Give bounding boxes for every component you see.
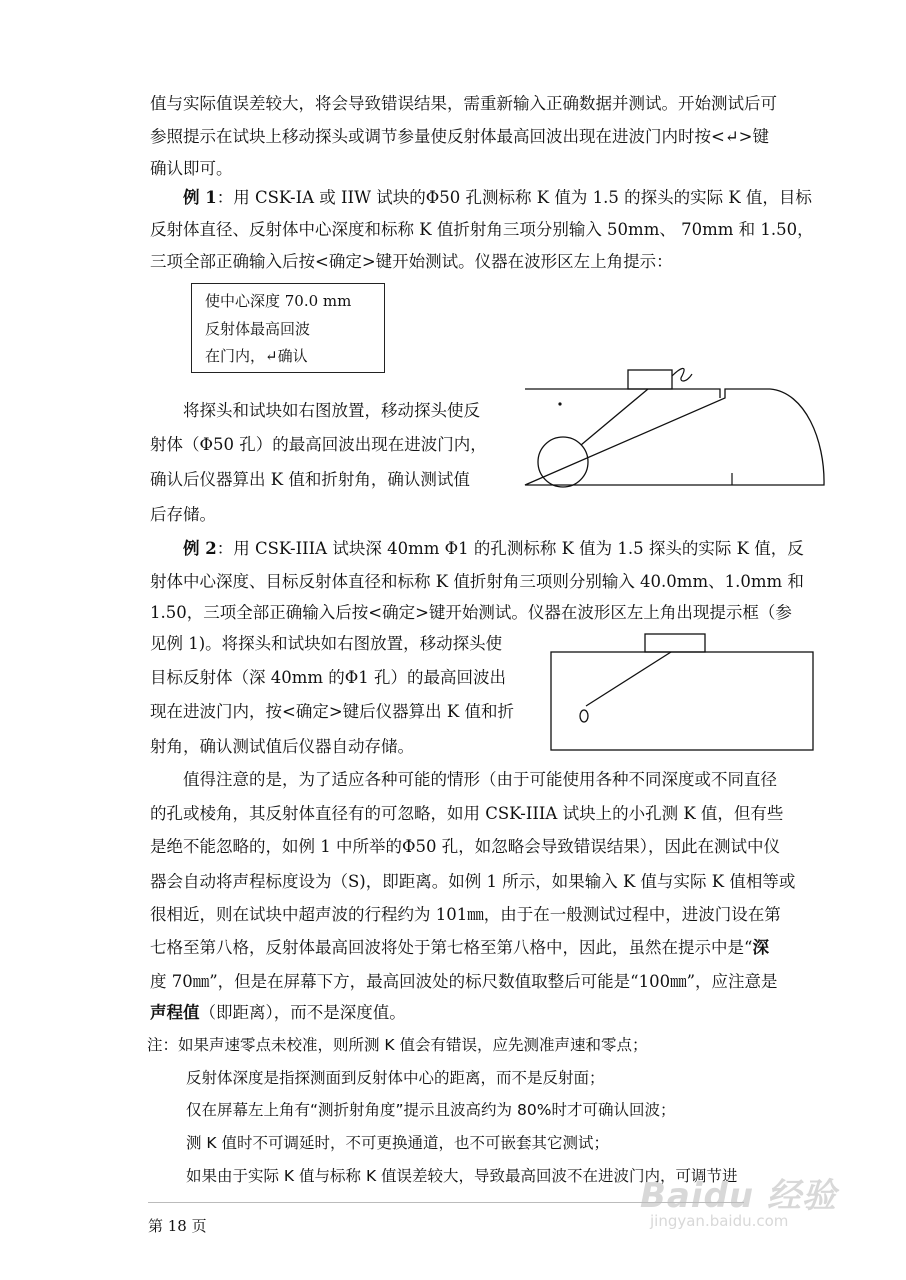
text-line: 确认即可。 xyxy=(150,159,233,178)
text-line xyxy=(150,940,769,957)
footer-divider xyxy=(148,1202,744,1203)
prompt-line: 在门内，↵确认 xyxy=(205,347,308,365)
text-line: 将探头和试块如右图放置，移动探头使反 xyxy=(183,401,480,420)
note-line: 如果由于实际 K 值与标称 K 值误差较大，导致最高回波不在进波门内，可调节进 xyxy=(186,1167,738,1185)
example-1-label: 例 1 xyxy=(183,188,217,207)
note-line: 仅在屏幕左上角有“测折射角度”提示且波高约为 80%时才可确认回波； xyxy=(186,1101,676,1119)
text-segment: （即距离），而不是深度值。 xyxy=(199,1003,406,1022)
text-line: 现在进波门内，按<确定>键后仪器算出 K 值和折 xyxy=(150,702,514,721)
csk-iiia-block-diagram xyxy=(545,630,820,755)
text-line: 值与实际值误差较大，将会导致错误结果，需重新输入正确数据并测试。开始测试后可 xyxy=(150,94,777,113)
text-emphasis: 声程值 xyxy=(150,1003,200,1022)
example-2-line xyxy=(183,541,804,558)
note-line: 反射体深度是指探测面到反射体中心的距离，而不是反射面； xyxy=(186,1069,605,1087)
page-number: 第 18 页 xyxy=(148,1217,207,1235)
prompt-line: 使中心深度 70.0 mm xyxy=(205,292,352,310)
text-line: 度 70㎜”，但是在屏幕下方，最高回波处的标尺数值取整后可能是“100㎜”，应注意是 xyxy=(150,972,778,991)
text-emphasis: 深 xyxy=(752,938,769,957)
text-line: 射角，确认测试值后仪器自动存储。 xyxy=(150,737,414,756)
text-line: 参照提示在试块上移动探头或调节参量使反射体最高回波出现在进波门内时按<↵>键 xyxy=(150,127,769,146)
text-line: 很相近，则在试块中超声波的行程约为 101㎜，由于在一般测试过程中，进波门设在第 xyxy=(150,905,781,924)
example-1-text: ：用 CSK-IA 或 IIW 试块的Φ50 孔测标称 K 值为 1.5 的探头的实际 K 值，目标 xyxy=(216,188,812,207)
prompt-line: 反射体最高回波 xyxy=(205,320,311,338)
text-line: 三项全部正确输入后按<确定>键开始测试。仪器在波形区左上角提示： xyxy=(150,252,673,271)
text-line: 后存储。 xyxy=(150,505,216,524)
note-line: 注：如果声速零点未校准，则所测 K 值会有错误，应先测准声速和零点； xyxy=(147,1036,648,1054)
text-line: 的孔或棱角，其反射体直径有的可忽略，如用 CSK-IIIA 试块上的小孔测 K 值，但有些 xyxy=(150,804,784,823)
text-line: 射体（Φ50 孔）的最高回波出现在进波门内， xyxy=(150,435,487,454)
text-line: 射体中心深度、目标反射体直径和标称 K 值折射角三项则分别输入 40.0mm、1.0mm 和 xyxy=(150,572,804,591)
text-line: 确认后仪器算出 K 值和折射角，确认测试值 xyxy=(150,470,470,489)
text-segment: 七格至第八格，反射体最高回波将处于第七格至第八格中，因此，虽然在提示中是“ xyxy=(150,938,753,957)
text-line: 值得注意的是，为了适应各种可能的情形（由于可能使用各种不同深度或不同直径 xyxy=(183,770,777,789)
text-line: 见例 1)。将探头和试块如右图放置，移动探头使 xyxy=(150,634,503,653)
instrument-prompt-box xyxy=(191,283,385,373)
baidu-watermark-url: jingyan.baidu.com xyxy=(650,1212,789,1230)
example-2-label: 例 2 xyxy=(183,539,217,558)
note-line: 测 K 值时不可调延时，不可更换通道，也不可嵌套其它测试； xyxy=(186,1134,610,1152)
text-line: 是绝不能忽略的，如例 1 中所举的Φ50 孔，如忽略会导致错误结果），因此在测试中仪 xyxy=(150,837,781,856)
example-2-text: ：用 CSK-IIIA 试块深 40mm Φ1 的孔测标称 K 值为 1.5 探头的实际 K 值，反 xyxy=(216,539,804,558)
baidu-watermark-logo: Baidu 经验 xyxy=(640,1176,837,1216)
example-1-line xyxy=(183,190,812,207)
text-line xyxy=(150,1005,406,1022)
text-line: 器会自动将声程标度设为（S)，即距离。如例 1 所示，如果输入 K 值与实际 K 值相等或 xyxy=(150,872,796,891)
text-line: 目标反射体（深 40mm 的Φ1 孔）的最高回波出 xyxy=(150,668,507,687)
text-line: 反射体直径、反射体中心深度和标称 K 值折射角三项分别输入 50mm、 70mm 和 1.50， xyxy=(150,220,814,239)
text-line: 1.50，三项全部正确输入后按<确定>键开始测试。仪器在波形区左上角出现提示框（参 xyxy=(150,603,792,622)
csk-ia-block-diagram xyxy=(520,360,840,495)
